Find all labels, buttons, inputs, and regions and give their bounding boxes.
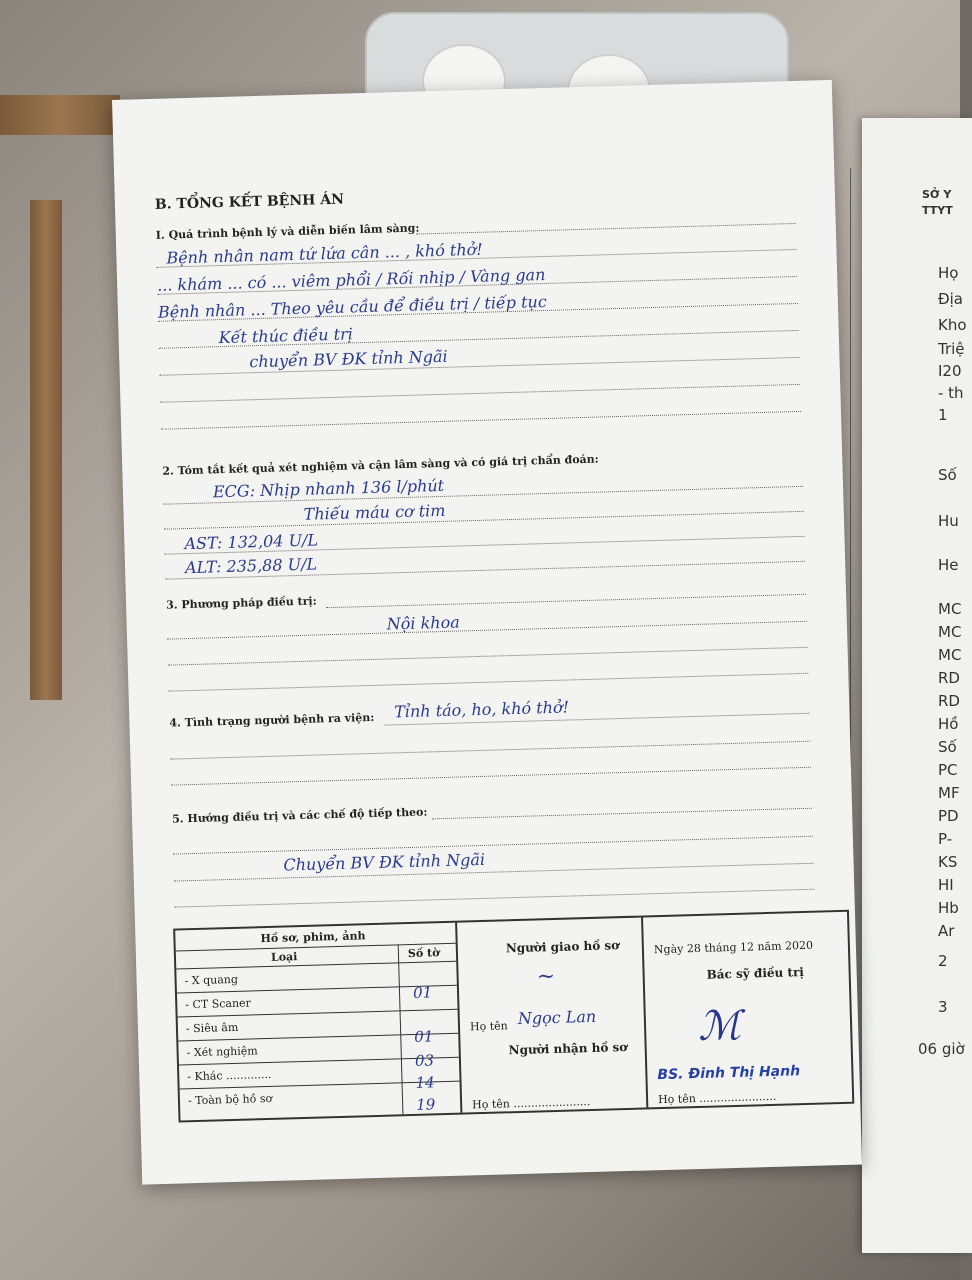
receiver-title: Người nhận hồ sơ — [508, 1039, 628, 1058]
s2-handwriting: AST: 132,04 U/L — [184, 530, 319, 554]
table-row-label: - Siêu âm — [185, 1020, 239, 1036]
side-row: PC — [938, 761, 958, 779]
s2-label: 2. Tóm tắt kết quả xét nghiệm và cận lâm sàng và có giá trị chẩn đoán: — [162, 452, 599, 478]
giver-title: Người giao hồ sơ — [505, 938, 620, 956]
section-title: B. TỔNG KẾT BỆNH ÁN — [154, 191, 345, 213]
side-row: Số — [938, 466, 957, 484]
side-row: 2 — [938, 952, 948, 970]
table-row-count: 14 — [415, 1073, 435, 1092]
side-row: Số — [938, 738, 957, 756]
doctor-signature: ℳ — [697, 1002, 742, 1050]
table-row-label: - Toàn bộ hồ sơ — [187, 1091, 273, 1108]
records-table — [173, 910, 854, 1123]
s1-handwriting: Bệnh nhân ... Theo yêu cầu để điều trị / tiếp tục — [157, 291, 548, 322]
doctor-name-label: Họ tên ...................... — [657, 1089, 777, 1107]
doctor-title: Bác sỹ điều trị — [706, 965, 805, 982]
giver-name-label: Họ tên — [469, 1019, 508, 1034]
s2-handwriting: Thiếu máu cơ tim — [303, 500, 446, 524]
side-row: Địa — [938, 290, 963, 308]
side-row: MC — [938, 646, 962, 664]
page-spine — [850, 168, 867, 928]
s3-label: 3. Phương pháp điều trị: — [165, 594, 317, 612]
table-group-header: Hồ sơ, phim, ảnh — [260, 929, 366, 946]
side-row: Hồ — [938, 715, 959, 733]
s1-handwriting: chuyển BV ĐK tỉnh Ngãi — [249, 346, 448, 372]
giver-signature: ~ — [536, 963, 556, 990]
table-total-count: 19 — [415, 1095, 436, 1114]
side-page — [862, 118, 972, 1253]
giver-name: Ngọc Lan — [517, 1006, 597, 1029]
side-row: Triệ — [938, 340, 965, 358]
table-row-label: - X quang — [184, 972, 239, 988]
s2-handwriting: ALT: 235,88 U/L — [184, 554, 318, 578]
table-row-count: 01 — [414, 1027, 434, 1046]
side-row: RD — [938, 669, 960, 687]
wooden-frame-left — [30, 200, 62, 700]
table-row-label: - CT Scaner — [185, 996, 252, 1012]
side-row: Hb — [938, 899, 959, 917]
side-header: SỞ Y — [922, 188, 952, 201]
table-row-label: - Xét nghiệm — [186, 1044, 258, 1060]
side-row: Ar — [938, 922, 955, 940]
medical-record-page — [112, 80, 862, 1185]
doctor-stamp: BS. Đinh Thị Hạnh — [657, 1063, 801, 1084]
side-row: I20 — [938, 362, 962, 380]
table-row-count: 03 — [414, 1051, 435, 1070]
table-row-label: - Khác ............. — [187, 1067, 272, 1084]
receiver-name-label: Họ tên ...................... — [472, 1095, 591, 1112]
side-row: P- — [938, 830, 953, 848]
s5-handwriting: Chuyển BV ĐK tỉnh Ngãi — [283, 849, 486, 875]
side-header-2: TTYT — [922, 204, 953, 217]
s1-handwriting: Kết thúc điều trị — [218, 324, 354, 348]
side-row: RD — [938, 692, 960, 710]
side-row: MC — [938, 600, 962, 618]
table-row-count: 01 — [412, 983, 433, 1002]
side-row: HI — [938, 876, 954, 894]
s4-label: 4. Tình trạng người bệnh ra viện: — [169, 710, 375, 730]
s4-handwriting: Tỉnh táo, ho, khó thở! — [393, 697, 570, 722]
col-type-header: Loại — [270, 950, 298, 964]
side-row: KS — [938, 853, 958, 871]
s1-handwriting: ... khám ... có ... viêm phổi / Rối nhịp / Vàng gan — [156, 264, 546, 295]
s5-label: 5. Hướng điều trị và các chế độ tiếp theo: — [171, 805, 428, 826]
date-label: Ngày 28 tháng 12 năm 2020 — [653, 938, 814, 957]
side-row: He — [938, 556, 959, 574]
side-row: Hu — [938, 512, 959, 530]
wooden-frame-top — [0, 95, 120, 135]
s2-handwriting: ECG: Nhịp nhanh 136 l/phút — [212, 475, 445, 502]
s1-handwriting: Bệnh nhân nam tứ lứa cân ... , khó thở! — [166, 239, 483, 268]
side-row: - th — [938, 384, 964, 402]
side-row: MF — [938, 784, 960, 802]
side-row: MC — [938, 623, 962, 641]
side-row: 06 giờ — [918, 1040, 965, 1058]
col-count-header: Số tờ — [407, 946, 440, 961]
side-row: PD — [938, 807, 959, 825]
side-row: 3 — [938, 998, 948, 1016]
side-row: Kho — [938, 316, 967, 334]
s1-label: I. Quá trình bệnh lý và diễn biến lâm sàng: — [155, 221, 420, 242]
side-row: Họ — [938, 264, 959, 282]
side-row: 1 — [938, 406, 948, 424]
s3-handwriting: Nội khoa — [386, 612, 460, 634]
